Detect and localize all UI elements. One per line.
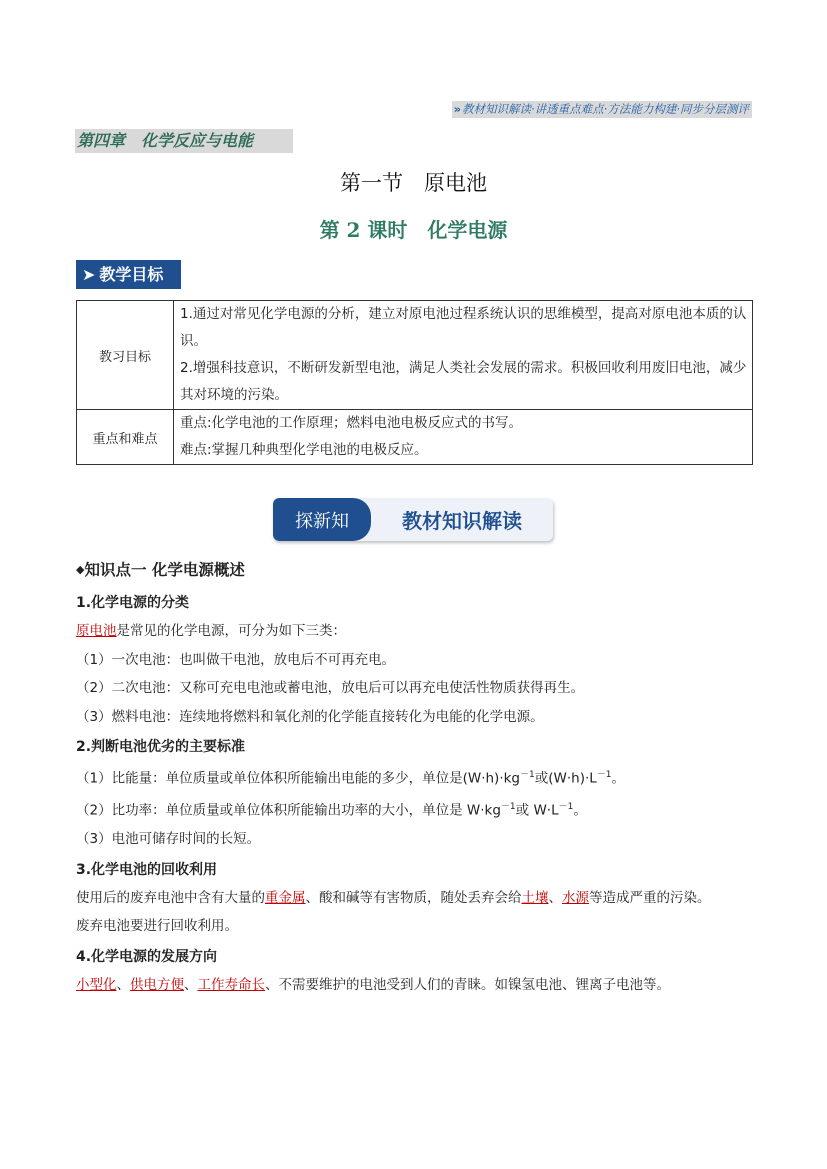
row-head-goals: 教习目标: [77, 301, 174, 410]
highlight-term: 工作寿命长: [197, 976, 265, 993]
list-item: （3）电池可储存时间的长短。: [76, 831, 261, 847]
keypoint-line-2: 难点:掌握几种典型化学电池的电极反应。: [180, 442, 428, 458]
series-banner: [452, 101, 752, 118]
paragraph: [76, 617, 756, 646]
explore-label: 探新知: [273, 498, 371, 541]
paragraph: 废弃电池要进行回收利用。: [76, 918, 238, 934]
arrow-right-icon: ➤: [82, 265, 96, 284]
highlight-term: 重金属: [265, 889, 306, 906]
banner-text: 教材知识解读·讲透重点难点·方法能力构建·同步分层测评: [462, 102, 749, 116]
teaching-goals-label: 教学目标: [99, 265, 164, 284]
section-title: 第一节 原电池: [340, 171, 487, 195]
explore-subtitle: 教材知识解读: [402, 509, 522, 533]
knowledge-point-1: [76, 555, 756, 999]
highlight-term: 小型化: [76, 976, 117, 993]
text: 。: [611, 770, 626, 787]
superscript: －1: [596, 770, 612, 780]
text: 、: [548, 889, 562, 906]
text: 、不需要维护的电池受到人们的青睐。如镍氢电池、锂离子电池等。: [265, 976, 670, 993]
goal-line-2: 2.增强科技意识，不断研发新型电池，满足人类社会发展的需求。积极回收利用废旧电池，减少其对环境的污染。: [180, 360, 747, 403]
keypoints-cell: [174, 410, 753, 465]
paragraph: [76, 884, 756, 913]
list-item: （1）一次电池：也叫做干电池，放电后不可再充电。: [76, 651, 396, 668]
subheading-3: 3.化学电池的回收利用: [76, 861, 218, 878]
text: 、: [184, 976, 198, 993]
goals-table: [76, 300, 753, 465]
text: 是常见的化学电源，可分为如下三类：: [116, 623, 346, 639]
superscript: －1: [500, 802, 516, 812]
list-item: （3）燃料电池：连续地将燃料和氧化剂的化学能直接转化为电能的化学电源。: [76, 708, 544, 725]
list-item: （2）二次电池：又称可充电电池或蓄电池，放电后可以再充电使活性物质获得再生。: [76, 680, 585, 696]
list-item: [76, 793, 756, 825]
kp-title-text: 知识点一 化学电源概述: [84, 561, 245, 579]
text: 等造成严重的污染。: [589, 889, 711, 906]
explore-banner: [273, 498, 553, 541]
diamond-icon: ◆: [76, 563, 85, 576]
list-item: [76, 761, 756, 793]
goal-line-1: 1.通过对常见化学电源的分析，建立对原电池过程系统认识的思维模型，提高对原电池本质的认识。: [180, 306, 747, 349]
text: 使用后的废弃电池中含有大量的: [76, 889, 265, 906]
text: （1）比能量：单位质量或单位体积所能输出电能的多少，单位是(W·h)·kg: [76, 770, 520, 787]
highlight-term: 土壤: [521, 889, 549, 906]
highlight-term: 供电方便: [130, 976, 184, 993]
subheading-4: 4.化学电源的发展方向: [76, 948, 218, 965]
keypoint-line-1: 重点:化学电池的工作原理；燃料电池电极反应式的书写。: [180, 415, 523, 431]
superscript: －1: [520, 770, 535, 780]
row-head-keypoints: 重点和难点: [77, 410, 174, 465]
text: （2）比功率：单位质量或单位体积所能输出功率的大小，单位是 W·kg: [76, 802, 501, 819]
subheading-1: 1.化学电源的分类: [76, 595, 190, 611]
highlight-term: 原电池: [76, 623, 117, 639]
chapter-title: 第四章 化学反应与电能: [75, 129, 293, 153]
paragraph: [76, 971, 756, 1000]
text: 、: [116, 976, 130, 993]
superscript: －1: [558, 802, 574, 812]
table-row: [77, 410, 753, 465]
double-chevron-icon: »: [453, 102, 462, 116]
teaching-goals-tag: [76, 260, 181, 289]
highlight-term: 水源: [562, 889, 589, 906]
lesson-title: 第 2 课时 化学电源: [319, 218, 508, 242]
goals-cell: [174, 301, 753, 410]
text: 或 W·L: [515, 802, 559, 819]
table-row: [77, 301, 753, 410]
text: 。: [573, 802, 587, 819]
subheading-2: 2.判断电池优劣的主要标准: [76, 739, 246, 755]
kp-title: [76, 555, 756, 585]
text: 、酸和碱等有害物质，随处丢弃会给: [305, 889, 522, 906]
text: 或(W·h)·L: [534, 770, 597, 787]
